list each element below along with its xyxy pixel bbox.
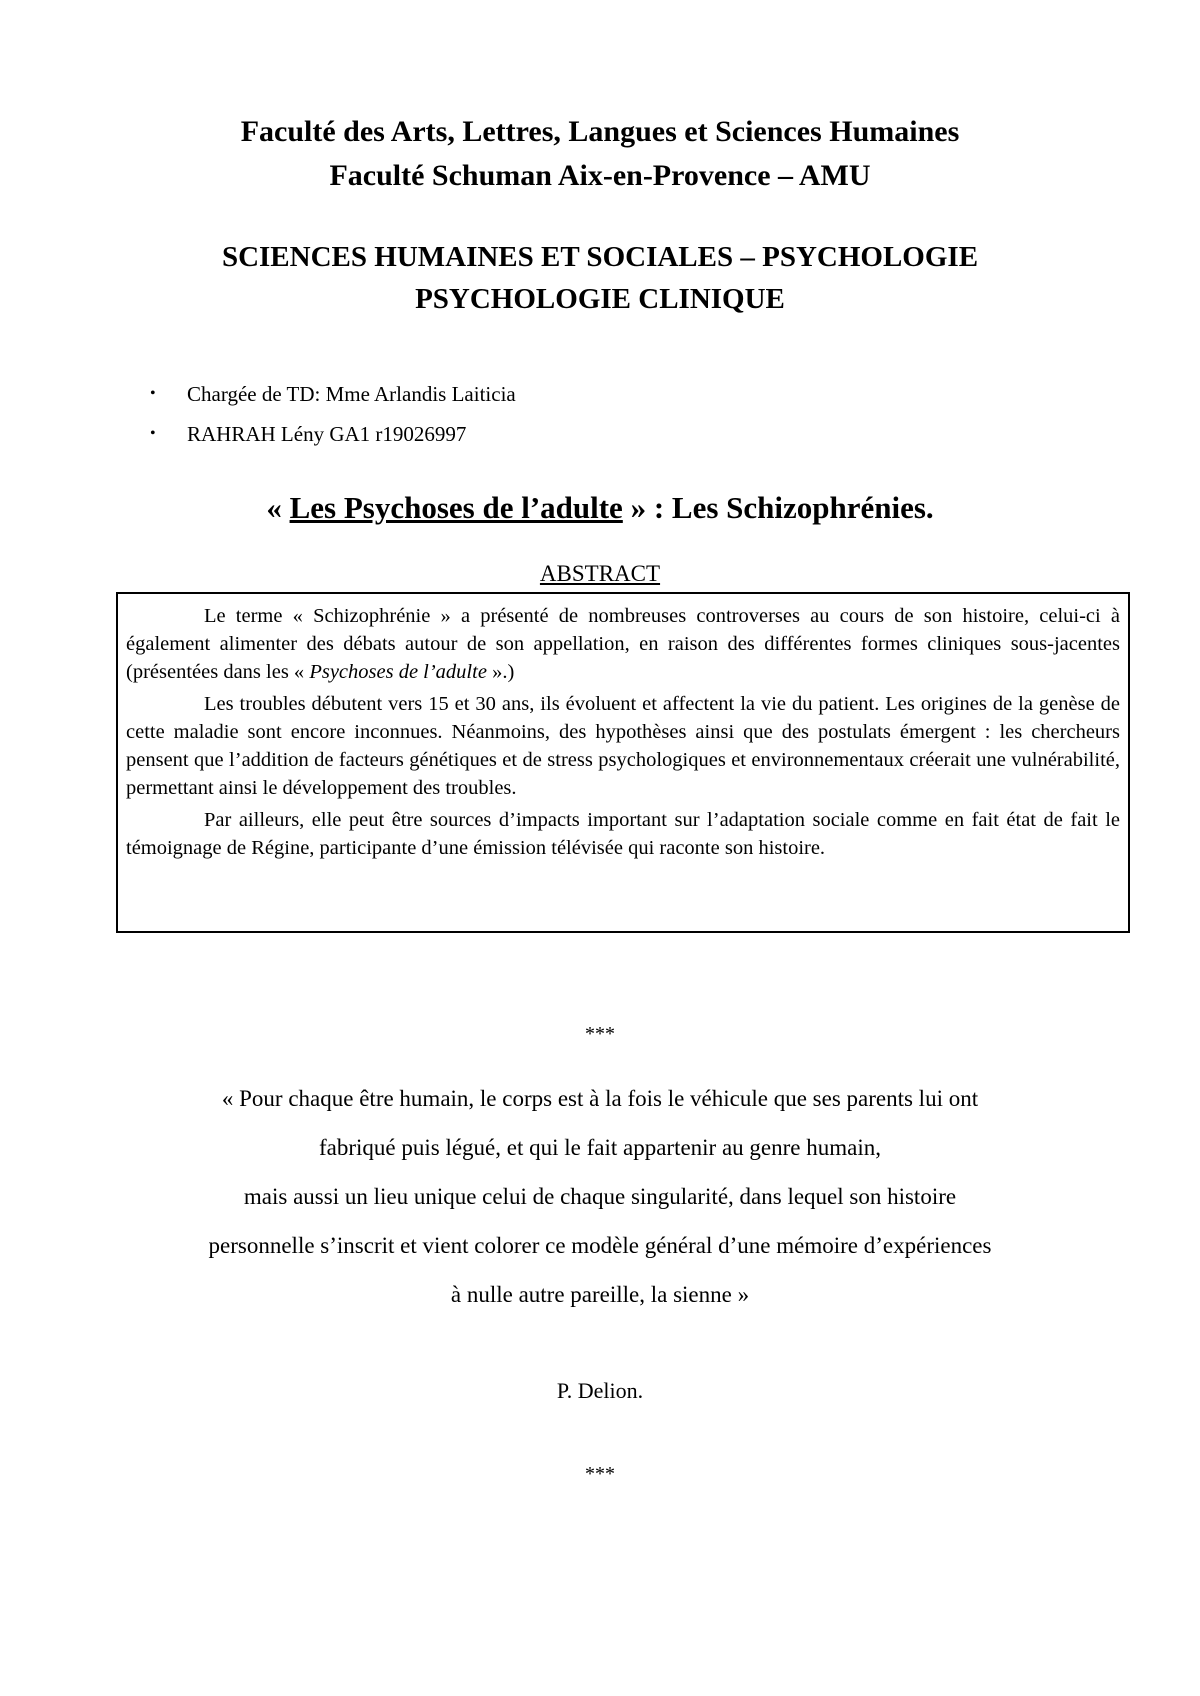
course-heading: PSYCHOLOGIE CLINIQUE: [415, 283, 785, 315]
abstract-box: [116, 592, 1130, 933]
separator-bottom: ***: [585, 1463, 615, 1485]
faculty-location: Faculté Schuman Aix-en-Provence – AMU: [329, 159, 871, 192]
abstract-p1-text: Le terme « Schizophrénie » a présenté de nombreuses controverses au cours de son histoire, celui-ci à également alimenter des débats autour de son appellation, en raison des différentes formes cliniques sous-jacentes (présentées dans les «: [126, 605, 1120, 683]
discipline-heading: SCIENCES HUMAINES ET SOCIALES – PSYCHOLOGIE: [221, 241, 979, 273]
title-underlined: Les Psychoses de l’adulte: [289, 490, 623, 525]
bullet-icon: •: [150, 385, 156, 402]
student-line: RAHRAH Lény GA1 r19026997: [187, 422, 467, 446]
title-open-quote: «: [266, 490, 290, 525]
faculty-name: Faculté des Arts, Lettres, Langues et Sciences Humaines: [240, 115, 960, 148]
quote-line-3: mais aussi un lieu unique celui de chaque singularité, dans lequel son histoire: [243, 1184, 957, 1209]
info-list: [150, 374, 516, 454]
quote-line-2: fabriqué puis légué, et qui le fait appartenir au genre humain,: [318, 1135, 881, 1160]
quote-author: P. Delion.: [556, 1378, 644, 1403]
quote-line-4: personnelle s’inscrit et vient colorer ce modèle général d’une mémoire d’expériences: [208, 1233, 992, 1258]
list-item: [150, 414, 516, 454]
abstract-heading: ABSTRACT: [539, 561, 661, 586]
abstract-paragraph-1: [126, 602, 1120, 686]
separator-top: ***: [585, 1023, 615, 1045]
title-rest: » : Les Schizophrénies.: [622, 490, 934, 525]
abstract-paragraph-3: Par ailleurs, elle peut être sources d’impacts important sur l’adaptation sociale comme en fait état de fait le témoignage de Régine, participante d’une émission télévisée qui raconte son histoire.: [126, 809, 1120, 859]
bullet-icon: •: [150, 425, 156, 442]
abstract-paragraph-2: Les troubles débutent vers 15 et 30 ans, ils évoluent et affectent la vie du patient. Les origines de la genèse de cette maladie sont encore inconnues. Néanmoins, des hypothèses ainsi que des postulats émergent : les chercheurs pensent que l’addition de facteurs génétiques et de stress psychologiques et environnementaux créerait une vulnérabilité, permettant ainsi le développement des troubles.: [126, 693, 1120, 799]
quote-line-1: « Pour chaque être humain, le corps est à la fois le véhicule que ses parents lui ont: [221, 1086, 979, 1111]
list-item: [150, 374, 516, 414]
abstract-p1-italic: Psychoses de l’adulte: [309, 661, 487, 683]
quote-line-5: à nulle autre pareille, la sienne »: [450, 1282, 750, 1307]
abstract-p1-end: ».): [486, 661, 515, 683]
instructor-line: Chargée de TD: Mme Arlandis Laiticia: [187, 382, 516, 406]
document-title: [0, 486, 1200, 530]
